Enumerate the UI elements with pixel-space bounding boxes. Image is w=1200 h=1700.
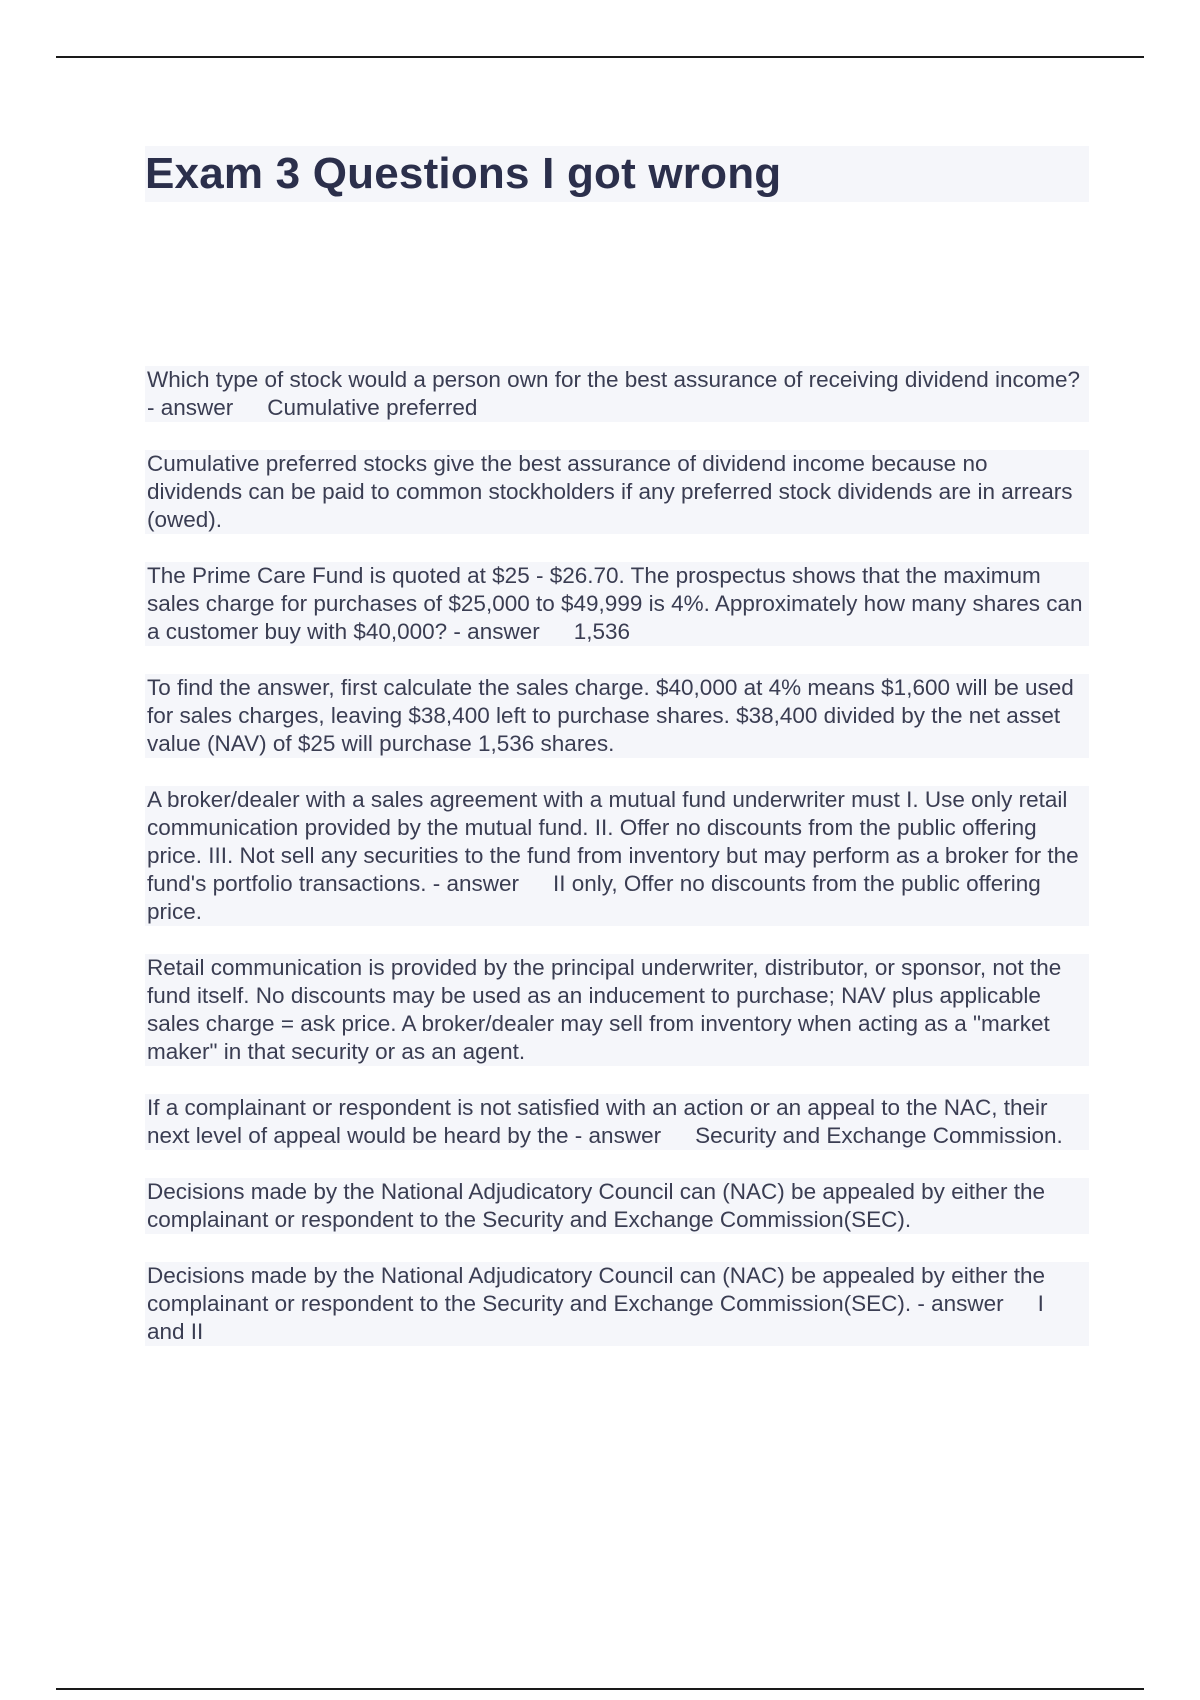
document-body: [145, 366, 1089, 1374]
page-title: Exam 3 Questions I got wrong: [145, 149, 782, 198]
question-paragraph: [145, 366, 1089, 422]
explanation-paragraph: Retail communication is provided by the principal underwriter, distributor, or sponsor, not the fund itself. No discounts may be used as an inducement to purchase; NAV plus applicable sales charge = ask price. A broker/dealer may sell from inventory when acting as a "market maker" in that security or as an agent.: [145, 954, 1089, 1066]
footer-rule: [56, 1688, 1144, 1690]
header-rule: [56, 56, 1144, 58]
explanation-paragraph: Cumulative preferred stocks give the best assurance of dividend income because no dividends can be paid to common stockholders if any preferred stock dividends are in arrears (owed).: [145, 450, 1089, 534]
answer-text: Security and Exchange Commission.: [695, 1123, 1063, 1148]
question-text: If a complainant or respondent is not satisfied with an action or an appeal to the NAC, their next level of appeal would be heard by the - answer: [147, 1095, 1048, 1148]
question-text: Decisions made by the National Adjudicatory Council can (NAC) be appealed by either the complainant or respondent to the Security and Exchange Commission(SEC). - answer: [147, 1263, 1046, 1316]
explanation-paragraph: Decisions made by the National Adjudicatory Council can (NAC) be appealed by either the complainant or respondent to the Security and Exchange Commission(SEC).: [145, 1178, 1089, 1234]
explanation-paragraph: To find the answer, first calculate the sales charge. $40,000 at 4% means $1,600 will be used for sales charges, leaving $38,400 left to purchase shares. $38,400 divided by the net asset value (NAV) of $25 will purchase 1,536 shares.: [145, 674, 1089, 758]
question-text: A broker/dealer with a sales agreement with a mutual fund underwriter must I. Use only retail communication provided by the mutual fund. II. Offer no discounts from the public offering price. III. Not sell any securities to the fund from inventory but may perform as a broker for the fund's portfolio transactions. - answer: [147, 787, 1079, 896]
question-paragraph: [145, 1262, 1089, 1346]
answer-text: I and II: [147, 1291, 1044, 1344]
answer-text: II only, Offer no discounts from the public offering price.: [147, 871, 1041, 924]
answer-text: 1,536: [573, 619, 631, 644]
question-paragraph: [145, 786, 1089, 926]
answer-text: Cumulative preferred: [267, 395, 478, 420]
question-paragraph: [145, 1094, 1089, 1150]
question-paragraph: [145, 562, 1089, 646]
question-text: Which type of stock would a person own for the best assurance of receiving dividend income? - answer: [147, 367, 1081, 420]
question-text: The Prime Care Fund is quoted at $25 - $26.70. The prospectus shows that the maximum sales charge for purchases of $25,000 to $49,999 is 4%. Approximately how many shares can a customer buy with $40,000? - answer: [147, 563, 1083, 644]
